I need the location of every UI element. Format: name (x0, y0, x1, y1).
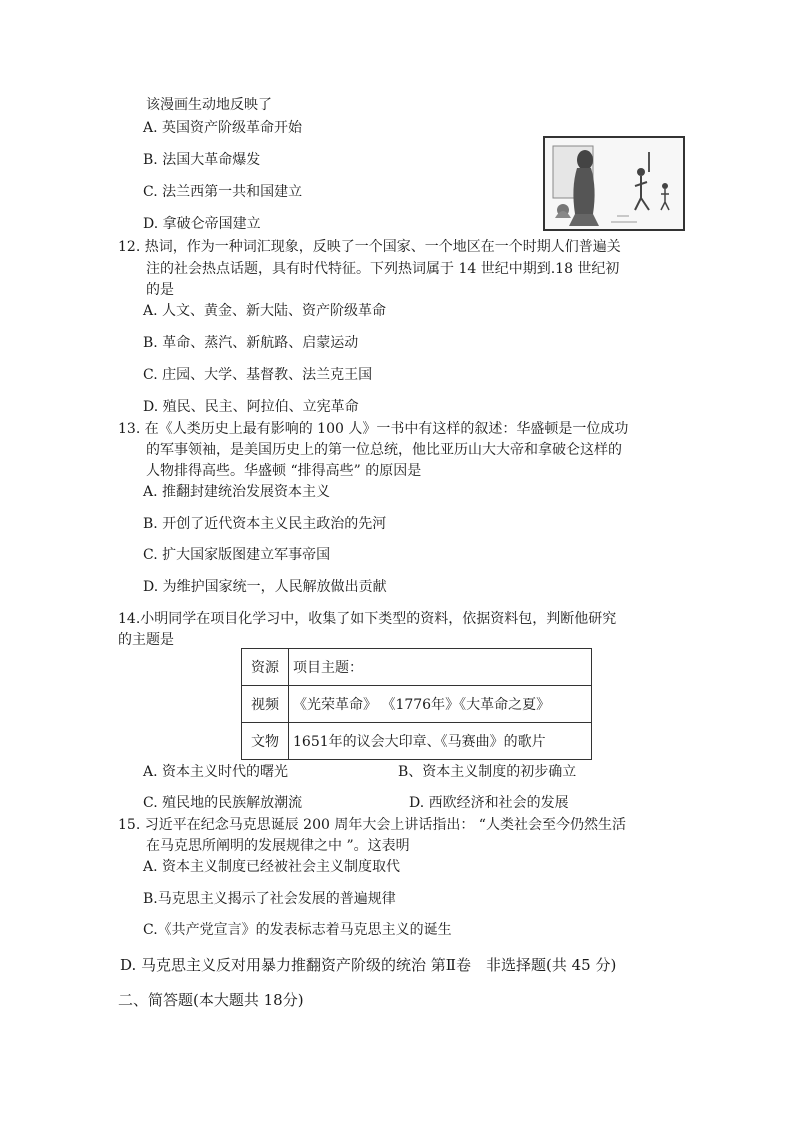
q11-option-a: A. 英国资产阶级革命开始 (143, 120, 303, 136)
q14-stem-line2: 的主题是 (118, 632, 174, 648)
table-cell: 1651年的议会大印章、《马赛曲》的歌片 (289, 723, 592, 760)
q11-stem: 该漫画生动地反映了 (146, 97, 272, 113)
q12-option-d: D. 殖民、民主、阿拉伯、立宪革命 (143, 399, 359, 415)
table-cell: 《光荣革命》 《1776年》《大革命之夏》 (289, 686, 592, 723)
table-row (242, 649, 592, 686)
table-cell: 项目主题： (289, 649, 592, 686)
table-cell: 资源 (242, 649, 289, 686)
cartoon-image (543, 136, 685, 231)
q13-stem-line1: 13. 在《人类历史上最有影响的 100 人》一书中有这样的叙述：华盛顿是一位成功 (118, 421, 629, 437)
section-heading: 二、简答题(本大题共 18分) (118, 991, 304, 1009)
q15-stem-line2: 在马克思所阐明的发展规律之中 ”。这表明 (146, 838, 410, 854)
q13-stem-line3: 人物排得高些。华盛顿 “排得高些” 的原因是 (146, 463, 422, 479)
q11-option-b: B. 法国大革命爆发 (143, 152, 261, 168)
table-row (242, 723, 592, 760)
cartoon-drawing-icon (545, 138, 683, 229)
q15-stem-line1: 15. 习近平在纪念马克思诞辰 200 周年大会上讲话指出： “人类社会至今仍然生活 (118, 817, 626, 833)
q13-option-a: A. 推翻封建统治发展资本主义 (143, 484, 331, 500)
q13-option-b: B. 开创了近代资本主义民主政治的先河 (143, 516, 387, 532)
table-cell: 视频 (242, 686, 289, 723)
q13-option-c: C. 扩大国家版图建立军事帝国 (143, 547, 331, 563)
q13-stem-line2: 的军事领袖，是美国历史上的第一位总统，他比亚历山大大帝和拿破仑这样的 (146, 442, 622, 458)
q15-option-c: C.《共产党宣言》的发表标志着马克思主义的诞生 (143, 922, 452, 938)
q11-option-d: D. 拿破仑帝国建立 (143, 216, 261, 232)
q14-option-d: D. 西欧经济和社会的发展 (409, 795, 569, 811)
q14-stem-line1: 14.小明同学在项目化学习中，收集了如下类型的资料，依据资料包，判断他研究 (118, 611, 617, 627)
q14-option-b: B、资本主义制度的初步确立 (398, 764, 577, 780)
q14-resource-table (241, 648, 592, 760)
q15-option-b: B.马克思主义揭示了社会发展的普遍规律 (143, 891, 396, 907)
q12-option-b: B. 革命、蒸汽、新航路、启蒙运动 (143, 335, 359, 351)
q12-stem-line3: 的是 (146, 282, 174, 298)
q12-stem-line2: 注的社会热点话题，具有时代特征。下列热词属于 14 世纪中期到.18 世纪初 (146, 261, 620, 277)
q11-option-c: C. 法兰西第一共和国建立 (143, 184, 303, 200)
q15-option-d: D. 马克思主义反对用暴力推翻资产阶级的统治 第Ⅱ卷 非选择题(共 45 分) (120, 956, 617, 974)
q13-option-d: D. 为维护国家统一，人民解放做出贡献 (143, 579, 387, 595)
table-cell: 文物 (242, 723, 289, 760)
q14-option-a: A. 资本主义时代的曙光 (143, 764, 289, 780)
table-row (242, 686, 592, 723)
q12-stem-line1: 12. 热词，作为一种词汇现象，反映了一个国家、一个地区在一个时期人们普遍关 (118, 239, 621, 255)
q12-option-c: C. 庄园、大学、基督教、法兰克王国 (143, 367, 373, 383)
q15-option-a: A. 资本主义制度已经被社会主义制度取代 (143, 859, 401, 875)
q14-option-c: C. 殖民地的民族解放潮流 (143, 795, 303, 811)
q12-option-a: A. 人文、黄金、新大陆、资产阶级革命 (143, 303, 387, 319)
